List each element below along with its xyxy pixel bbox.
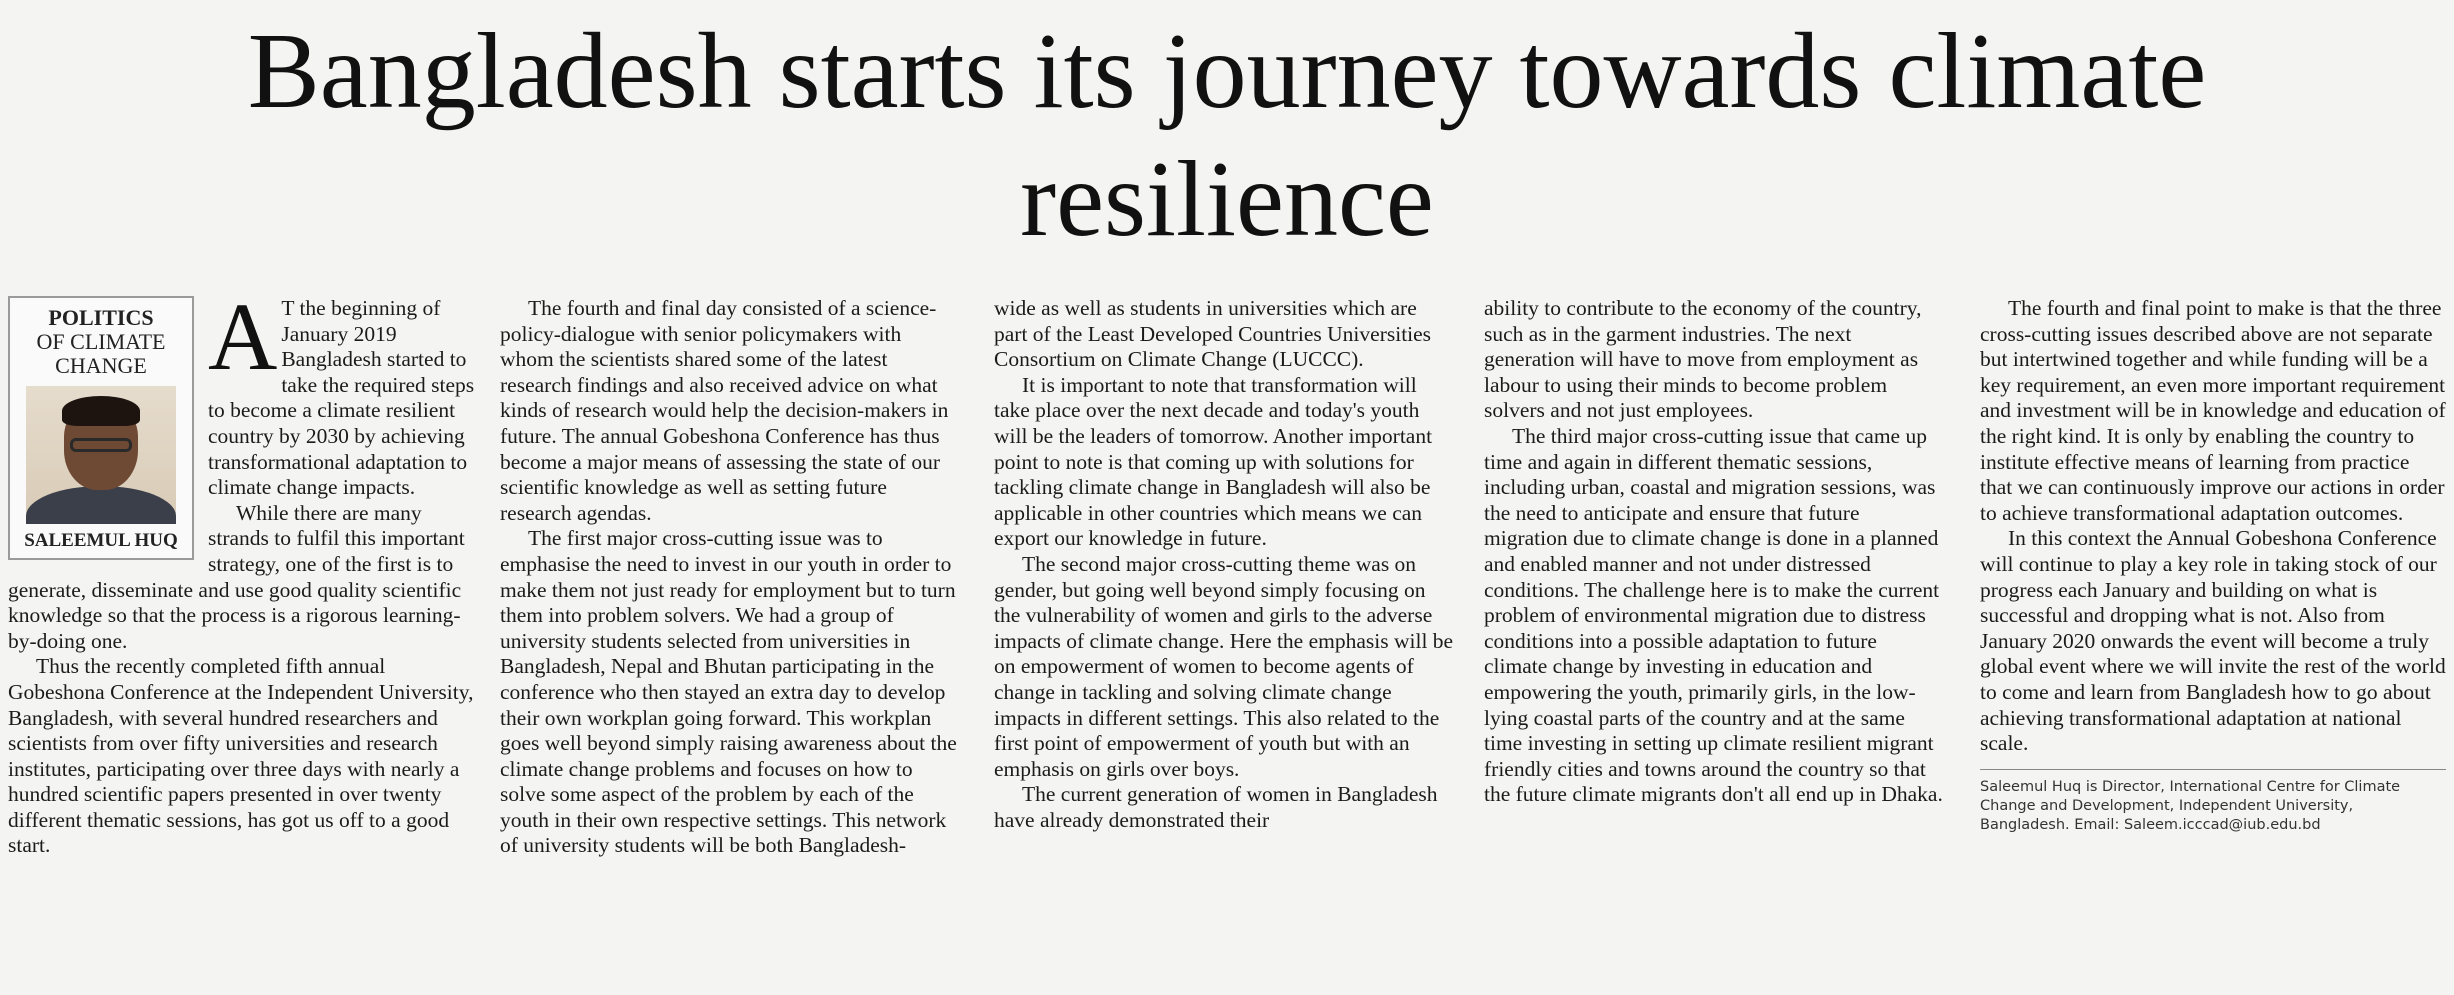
paragraph: The fourth and final day consisted of a science-policy-dialogue with senior policymakers with whom the scientists shared some of the latest research findings and also received advice on what kinds of research would help the decision-makers in future. The annual Gobeshona Conference has thus become a major means of assessing the state of our scientific knowledge as well as setting future research agendas. [500,296,949,525]
paragraph: wide as well as students in universities which are part of the Least Developed Countries Universities Consortium on Climate Change (LUCCC). [994,296,1432,372]
column-5 [1980,296,2446,835]
paragraph: It is important to note that transformation will take place over the next decade and today's youth will be the leaders of tomorrow. Another important point to note is that coming up with solutions for tackling climate change in Bangladesh will also be applicable in other countries which means we can export our knowledge in future. [994,372,1433,551]
paragraph: The third major cross-cutting issue that came up time and again in different thematic sessions, including urban, coastal and migration sessions, was the need to anticipate and ensure that future migration due to climate change is done in a planned and enabled manner and not under distressed conditions. The challenge here is to make the current problem of environmental migration due to distress conditions into a possible adaptation to future climate change by investing in education and empowering the youth, primarily girls, in the low-lying coastal parts of the country and at the same time investing in setting up climate resilient migrant friendly cities and towns around the country so that the future climate migrants don't all end up in Dhaka. [1484,423,1943,807]
author-portrait [26,386,176,524]
column-4 [1484,296,1944,808]
paragraph: Thus the recently completed fifth annual Gobeshona Conference at the Independent University, Bangladesh, with several hundred researchers and scientists from over fifty universities and research institutes, participating over three days with nearly a hundred scientific papers presented in over twenty different thematic sessions, has got us off to a good start. [8,654,474,858]
paragraph: The first major cross-cutting issue was to emphasise the need to invest in our youth in order to make them not just ready for employment but to turn them into problem solvers. We had a group of university students selected from universities in Bangladesh, Nepal and Bhutan participating in the conference who then stayed an extra day to develop their own workplan going forward. This workplan goes well beyond simply raising awareness about the climate change problems and focuses on how to solve some aspect of the problem by each of the youth in their own respective settings. This network of university students will be both Bangladesh- [500,526,957,858]
footnote-text: Saleemul Huq is Director, International Centre for Climate Change and Development, Independent University, Bangladesh. Email: Saleem.icccad@iub.edu.bd [1980,778,2401,833]
paragraph: ability to contribute to the economy of the country, such as in the garment industries. The next generation will have to move from employment as labour to using their minds to become problem solvers and not just employees. [1484,296,1922,423]
paragraph: In this context the Annual Gobeshona Conference will continue to play a key role in taking stock of our progress each January and building on what is successful and dropping what is not. Also from January 2020 onwards the event will become a truly global event where we will invite the rest of the world to come and learn from Bangladesh how to go about achieving transformational adaptation at national scale. [1980,526,2446,756]
paragraph: While there are many strands to fulfil this important strategy, one of the first is to generate, disseminate and use good quality scientific knowledge so that the process is a rigorous learning-by-doing one. [8,500,465,653]
column-2 [500,296,960,859]
paragraph: The fourth and final point to make is that the three cross-cutting issues described above are not separate but intertwined together and while funding will be a key requirement, an even more important requirement and investment will be in knowledge and education of the right kind. It is only by enabling the country to institute effective means of learning from practice that we can continuously improve our actions in order to achieve transformational adaptation outcomes. [1980,296,2446,525]
paragraph-text: T the beginning of January 2019 Bangladesh started to take the required steps to become a climate resilient country by 2030 by achieving transformational adaptation to climate change impacts. [208,296,475,500]
column-1 [8,283,478,859]
column-3 [994,296,1454,833]
paragraph: The second major cross-cutting theme was on gender, but going well beyond simply focusing on the vulnerability of women and girls to the adverse impacts of climate change. Here the emphasis will be on empowerment of women to become agents of change in tackling and solving climate change impacts in different settings. This also related to the first point of empowerment of youth but with an emphasis on girls over boys. [994,551,1454,781]
badge-author-name: SALEEMUL HUQ [24,530,178,551]
headline: Bangladesh starts its journey towards climate resilience [247,12,2207,259]
column-badge [8,296,194,560]
badge-subtitle: OF CLIMATE CHANGE [36,329,166,378]
author-footnote [1980,769,2446,835]
paragraph: The current generation of women in Bangladesh have already demonstrated their [994,782,1438,832]
drop-cap: A [208,283,278,390]
badge-title: POLITICS [48,305,154,330]
